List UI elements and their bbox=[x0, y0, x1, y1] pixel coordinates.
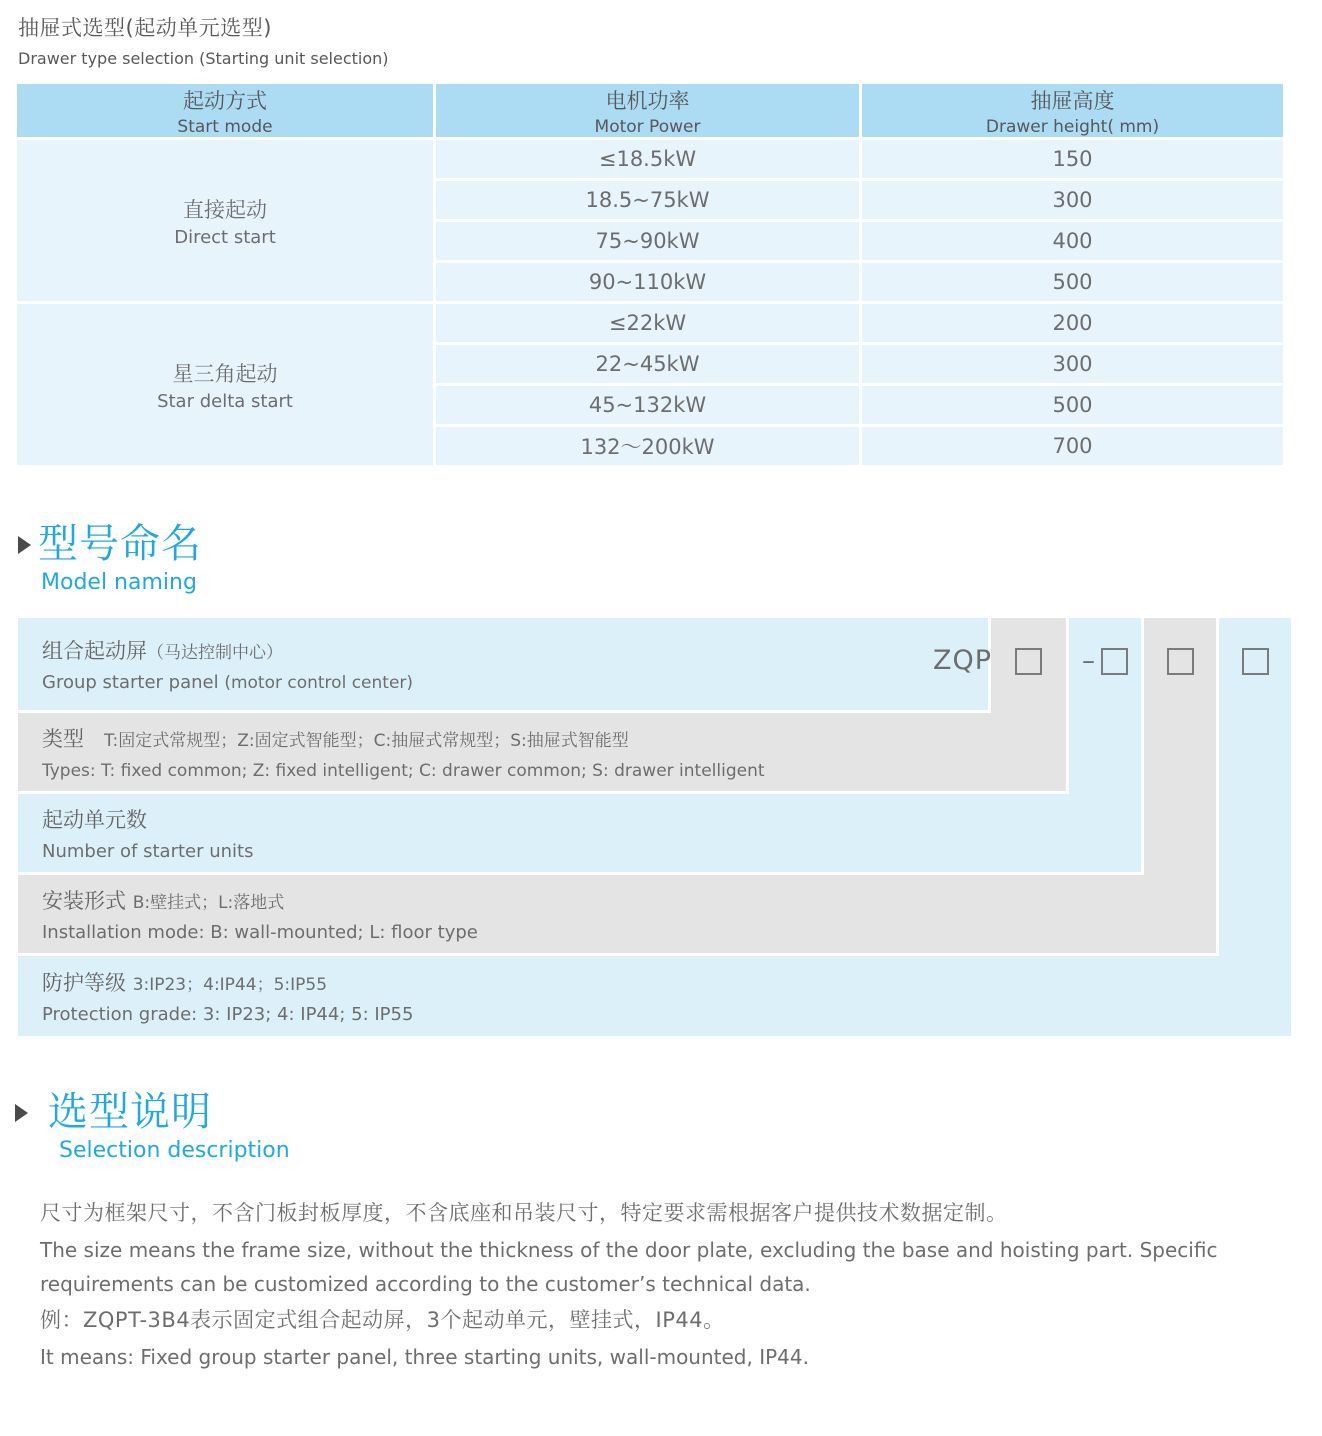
table-cell-height: 400 bbox=[862, 222, 1283, 260]
table-cell-height: 150 bbox=[862, 140, 1283, 178]
section-arrow-icon bbox=[15, 1104, 28, 1122]
table-cell-height: 500 bbox=[862, 386, 1283, 424]
start-mode-group-direct bbox=[17, 140, 433, 301]
section-title-zh: 型号命名 bbox=[38, 521, 202, 567]
group-label-en: Direct start bbox=[174, 226, 276, 248]
model-row-note-zh: T:固定式常规型；Z:固定式智能型；C:抽屉式常规型；S:抽屉式智能型 bbox=[104, 731, 629, 751]
column-header-start-mode bbox=[17, 84, 433, 137]
table-cell-power: ≤18.5kW bbox=[436, 140, 859, 178]
group-label-en: Star delta start bbox=[157, 390, 293, 412]
model-row-title-zh: 安装形式 bbox=[42, 889, 126, 913]
model-row-title-zh: 起动单元数 bbox=[42, 808, 147, 832]
model-row-title-zh: 类型 bbox=[42, 727, 84, 751]
start-mode-group-star-delta bbox=[17, 304, 433, 465]
header-label-zh: 起动方式 bbox=[183, 88, 267, 113]
page-header bbox=[18, 12, 389, 68]
model-code-prefix: ZQP bbox=[932, 645, 992, 676]
section-title-en: Model naming bbox=[41, 570, 197, 595]
model-row-title-en: Installation mode: B: wall-mounted; L: floor type bbox=[42, 922, 478, 943]
header-label-zh: 抽屉高度 bbox=[1030, 88, 1115, 113]
page-subtitle: Drawer type selection (Starting unit selection) bbox=[18, 49, 389, 68]
model-row-title-en: Group starter panel bbox=[42, 672, 225, 693]
selection-description-body bbox=[40, 1198, 1294, 1378]
model-row-types bbox=[18, 713, 1066, 791]
model-row-title-zh: 防护等级 bbox=[42, 971, 126, 995]
model-digit-box-icon bbox=[1015, 648, 1042, 675]
table-cell-height: 300 bbox=[862, 345, 1283, 383]
column-header-drawer-height bbox=[862, 84, 1283, 137]
group-label-zh: 直接起动 bbox=[183, 197, 267, 222]
model-row-title-en: Number of starter units bbox=[42, 841, 254, 862]
header-label-en: Motor Power bbox=[594, 116, 701, 137]
model-row-title-en: Protection grade: 3: IP23; 4: IP44; 5: IP55 bbox=[42, 1004, 414, 1025]
model-digit-box-icon bbox=[1167, 648, 1194, 675]
table-cell-power: 22~45kW bbox=[436, 345, 859, 383]
model-digit-box-icon bbox=[1101, 648, 1128, 675]
table-cell-height: 300 bbox=[862, 181, 1283, 219]
model-digit-box-icon bbox=[1242, 648, 1269, 675]
drawer-selection-table bbox=[17, 84, 1283, 465]
table-cell-power: 132～200kW bbox=[436, 427, 859, 465]
group-label-zh: 星三角起动 bbox=[172, 361, 278, 386]
model-row-title-zh: 组合起动屏 bbox=[42, 639, 147, 663]
table-cell-power: 75~90kW bbox=[436, 222, 859, 260]
model-code-dash: – bbox=[1082, 646, 1095, 676]
header-label-en: Start mode bbox=[177, 116, 273, 137]
table-cell-height: 700 bbox=[862, 427, 1283, 465]
table-cell-power: ≤22kW bbox=[436, 304, 859, 342]
section-heading-model-naming bbox=[18, 522, 202, 595]
section-title-en: Selection description bbox=[59, 1138, 290, 1163]
model-row-group-starter-panel bbox=[18, 618, 992, 710]
model-row-note-zh: 3:IP23；4:IP44；5:IP55 bbox=[132, 975, 328, 995]
section-heading-selection-description bbox=[15, 1090, 290, 1163]
model-row-installation-mode bbox=[18, 875, 1216, 953]
model-row-title-en: Types: T: fixed common; Z: fixed intelligent; C: drawer common; S: drawer intelligent bbox=[42, 761, 765, 781]
table-cell-power: 18.5~75kW bbox=[436, 181, 859, 219]
table-cell-height: 200 bbox=[862, 304, 1283, 342]
model-row-note-zh: B:壁挂式；L:落地式 bbox=[132, 893, 285, 913]
description-paragraph-en: The size means the frame size, without the thickness of the door plate, excluding the base and hoisting part. Specific requirements can be customized according to the customer’s technical data. bbox=[40, 1238, 1218, 1296]
section-arrow-icon bbox=[18, 536, 31, 554]
column-header-motor-power bbox=[436, 84, 859, 137]
header-label-en: Drawer height( mm) bbox=[985, 116, 1160, 137]
description-example-en: It means: Fixed group starter panel, three starting units, wall-mounted, IP44. bbox=[40, 1345, 809, 1369]
table-cell-power: 90~110kW bbox=[436, 263, 859, 301]
model-row-note-en: (motor control center) bbox=[224, 673, 414, 693]
table-cell-power: 45~132kW bbox=[436, 386, 859, 424]
header-label-zh: 电机功率 bbox=[605, 88, 690, 113]
description-paragraph-zh: 尺寸为框架尺寸，不含门板封板厚度，不含底座和吊装尺寸，特定要求需根据客户提供技术数据定制。 bbox=[40, 1201, 1008, 1225]
model-row-protection-grade bbox=[18, 956, 1291, 1036]
model-naming-diagram bbox=[0, 618, 1322, 1036]
section-title-zh: 选型说明 bbox=[48, 1089, 212, 1135]
table-cell-height: 500 bbox=[862, 263, 1283, 301]
model-row-note-zh: （马达控制中心） bbox=[147, 643, 283, 663]
model-row-starter-units bbox=[18, 794, 1141, 872]
page-title: 抽屉式选型(起动单元选型) bbox=[18, 16, 272, 40]
description-example-zh: 例：ZQPT-3B4表示固定式组合起动屏，3个起动单元，壁挂式，IP44。 bbox=[40, 1308, 725, 1332]
